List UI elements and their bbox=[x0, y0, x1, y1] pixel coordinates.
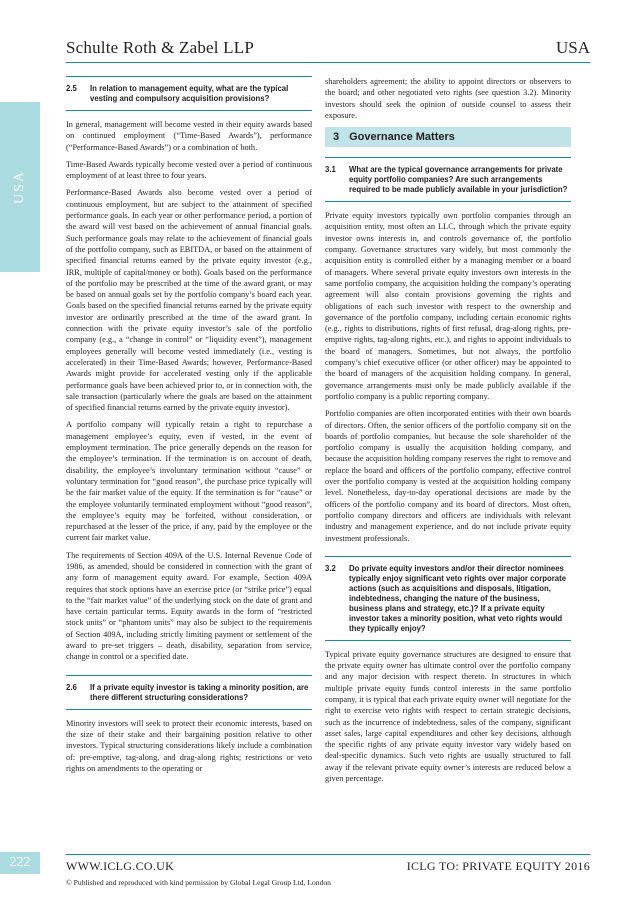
question-text: Do private equity investors and/or their director nominees typically enjoy significant veto rights over major corporate actions (such as acquisitions and disposals, litigation, indebtedness, changing the nature of the business, business plans and strategy, etc.)? If a private equity investor takes a minority position, what veto rights would they typically enjoy? bbox=[349, 563, 567, 633]
question-number: 2.5 bbox=[66, 84, 77, 93]
section-title: Governance Matters bbox=[349, 131, 455, 144]
section-number: 3 bbox=[333, 131, 340, 144]
question-3-2 bbox=[325, 556, 571, 641]
question-text: In relation to management equity, what are the typical vesting and compulsory acquisition provisions? bbox=[90, 84, 289, 103]
question-3-1 bbox=[325, 157, 571, 202]
paragraph: Portfolio companies are often incorporated entities with their own boards of directors. Often, the senior officers of the portfolio company sit on the boards of portfolio companies, but because the sole shareholder of the portfolio company is usually the acquisition holding company, and because the acquisition holding company reserves the right to remove and replace the board and officers of the portfolio company, effective control over the portfolio company is vested at the acquisition holding company level. Nonetheless, day-to-day operational decisions are made by the officers of the portfolio company and its board of directors. Most often, portfolio company directors and officers are individuals with relevant industry and management experience, and do not include private equity investment professionals. bbox=[325, 409, 571, 543]
paragraph: A portfolio company will typically retain a right to repurchase a management employee’s equity, even if vested, in the event of employment termination. The price generally depends on the reason for the employee’s termination. If the termination is on account of death, disability, the employee’s involuntary termination without “cause” or voluntary termination for “good reason”, the purchase price typically will be the fair market value of the equity. If the termination is for “cause” or the employee voluntarily terminated employment without “good reason”, the employee’s equity may be forfeited, without consideration, or repurchased at the lesser of the price, if any, paid by the employee or the current fair market value. bbox=[66, 420, 312, 543]
question-number: 3.1 bbox=[325, 165, 336, 175]
paragraph: In general, management will become vested in their equity awards based on continued employment (“Time-Based Awards”), performance (“Performance-Based Awards”) or a combination of both. bbox=[66, 120, 312, 152]
header-rule bbox=[66, 62, 590, 63]
right-column bbox=[325, 76, 571, 790]
footer-url: WWW.ICLG.CO.UK bbox=[66, 859, 175, 873]
footer-rule bbox=[66, 854, 590, 855]
question-text: If a private equity investor is taking a minority position, are there different structuring considerations? bbox=[90, 682, 309, 702]
left-column bbox=[66, 76, 312, 780]
question-text: What are the typical governance arrangements for private equity portfolio companies? Are such arrangements required to be made publicly available in your jurisdiction? bbox=[349, 165, 568, 195]
question-2-5 bbox=[66, 76, 312, 111]
header-country: USA bbox=[555, 38, 590, 57]
side-tab-label: USA bbox=[12, 169, 27, 205]
question-2-6 bbox=[66, 675, 312, 710]
paragraph: Private equity investors typically own portfolio companies through an acquisition entity, most often an LLC, through which the private equity investor owns interests in, and controls governance of, the portfolio company. Governance structures vary widely, but most commonly the acquisition entity is controlled either by a managing member or a board of managers. Where several private equity investors own interests in the same portfolio company, the acquisition holding the company’s operating agreement will also contain provisions governing the rights and obligations of each such investor with respect to the ownership and governance of the portfolio company, including certain economic rights (e.g., rights to distributions, rights of first refusal, drag-along rights, pre-emptive rights, tag-along rights, etc.), and rights to appoint individuals to the board of managers. Sometimes, but not always, the portfolio company’s chief executive officer (or other officer) may be appointed to the board of managers of the acquisition holding company. In general, governance arrangements must only be made publicly available if the portfolio company is a public reporting company. bbox=[325, 211, 571, 401]
paragraph: Typical private equity governance structures are designed to ensure that the private equity owner has ultimate control over the portfolio company and any major decision with respect thereto. In structures in which multiple private equity funds control interests in the same portfolio company, it is typical that each private equity owner will negotiate for the right to exercise veto rights with respect to certain strategic decisions, such as the incurrence of indebtedness, sales of the company, significant asset sales, large capital expenditures and other key decisions, although the specific rights of any private equity investor vary widely based on deal-specific dynamics. Such veto rights are usually structured to fall away if the relevant private equity owner’s interests are reduced below a given percentage. bbox=[325, 649, 571, 784]
paragraph: shareholders agreement; the ability to appoint directors or observers to the board; and other negotiated veto rights (see question 3.2). Minority investors should seek the opinion of outside counsel to assess their exposure. bbox=[325, 77, 571, 120]
section-heading bbox=[325, 127, 571, 147]
paragraph: Time-Based Awards typically become vested over a period of continuous employment of at least three to four years. bbox=[66, 159, 312, 181]
header-firm-name: Schulte Roth & Zabel LLP bbox=[66, 38, 254, 57]
question-number: 3.2 bbox=[325, 563, 336, 573]
footer-copyright: © Published and reproduced with kind permission by Global Legal Group Ltd, London bbox=[66, 878, 331, 887]
footer-publication: ICLG TO: PRIVATE EQUITY 2016 bbox=[406, 859, 590, 873]
page-number: 222 bbox=[9, 855, 31, 870]
paragraph: Performance-Based Awards also become vested over a period of continuous employment, but are subject to the attainment of specified performance goals. In each year or other performance period, a portion of the award will vest based on the achievement of annual financial goals. Such performance goals may relate to the achievement of financial goals of the portfolio company, such as EBITDA, or based on the attainment of specified financial returns earned by the private equity investor (e.g., IRR, multiple of capital/money or both). Goals based on the performance of the portfolio may be prescribed at the time of the award grant, or may be based on annual goals set by the portfolio company’s board each year. Goals based on the specified financial returns earned by the private equity investor are ordinarily prescribed at the time of the award grant. In connection with the private equity investor’s sale of the portfolio company (e.g., a “change in control” or “liquidity event”), management employees generally will become vested immediately (i.e., vesting is accelerated) in their Time-Based Awards; however, Performance-Based Awards might provide for accelerated vesting only if the applicable performance goals have been achieved prior to, or in connection with, the sale transaction (particularly where the goals are based on the attainment of specified financial returns earned by the private equity investor). bbox=[66, 188, 312, 413]
question-number: 2.6 bbox=[66, 682, 77, 692]
paragraph: The requirements of Section 409A of the U.S. Internal Revenue Code of 1986, as amended, should be considered in connection with the grant of any form of management equity award. For example, Section 409A requires that stock options have an exercise price (or “strike price”) equal to the “fair market value” of the underlying stock on the date of grant and have certain particular terms. Equity awards in the form of “restricted stock units” or “phantom units” may also be subject to the requirements of Section 409A, including strictly limiting payment or settlement of the award to pre-set triggers – death, disability, separation from service, change in control or a specified date. bbox=[66, 550, 312, 662]
paragraph: Minority investors will seek to protect their economic interests, based on the size of their stake and their bargaining position relative to other investors. Typical structuring considerations likely include a combination of: pre-emptive, tag-along, and drag-along rights; restrictions or veto rights on amendments to the operating or bbox=[66, 718, 312, 773]
side-country-tab bbox=[0, 102, 40, 272]
